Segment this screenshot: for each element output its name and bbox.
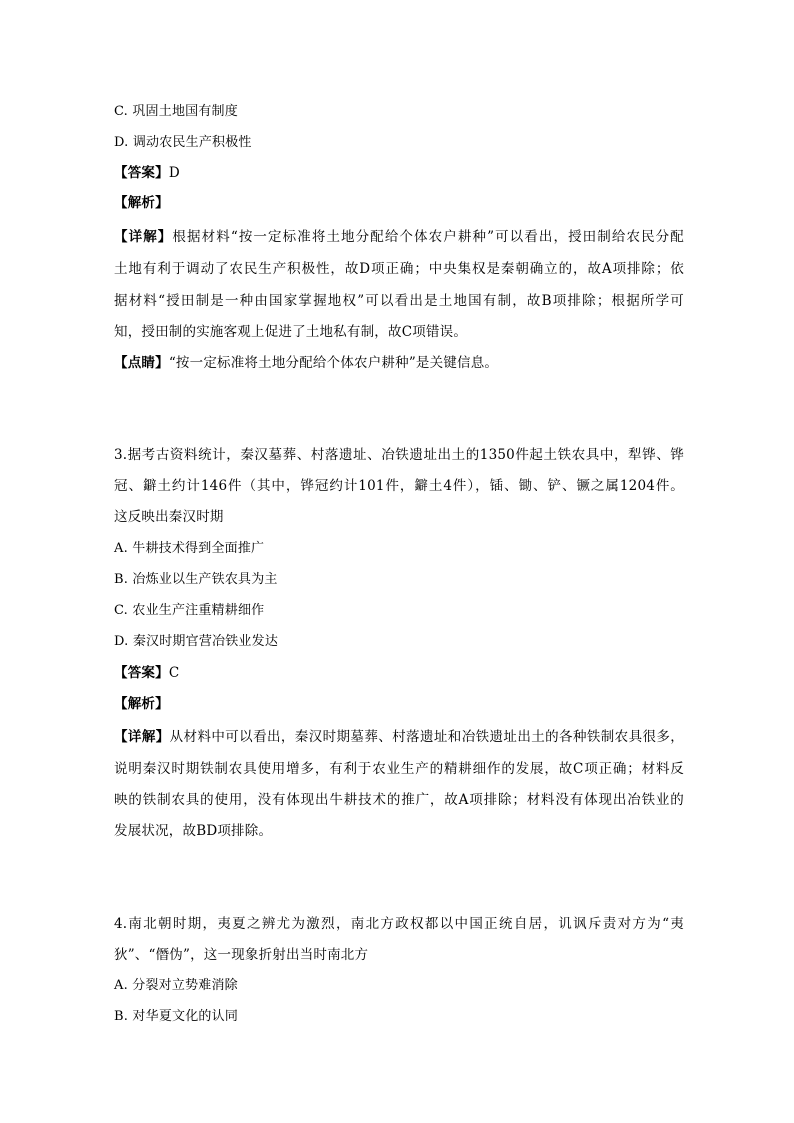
q2-option-c: C. 巩固土地国有制度	[114, 104, 238, 119]
answer-tag: 【答案】	[114, 665, 169, 681]
detail-tag: 【详解】	[114, 229, 173, 245]
q4-option-a: A. 分裂对立势难消除	[114, 978, 238, 993]
q2-note	[114, 354, 684, 372]
analysis-tag: 【解析】	[114, 195, 169, 211]
note-tag: 【点睛】	[114, 355, 169, 371]
answer-tag: 【答案】	[114, 165, 169, 181]
q3-answer	[114, 664, 684, 682]
q3-option-b: B. 冶炼业以生产铁农具为主	[114, 572, 278, 587]
q2-answer	[114, 164, 684, 182]
q3-detail-line-3: 映的铁制农具的使用，没有体现出牛耕技术的推广，故A项排除；材料没有体现出冶铁业的	[114, 792, 684, 808]
q2-detail-line-4: 知，授田制的实施客观上促进了土地私有制，故C项错误。	[114, 324, 468, 340]
q2-option-d: D. 调动农民生产积极性	[114, 135, 252, 150]
q2-detail-line-1	[114, 228, 684, 246]
q3-stem-line-1: 3.据考古资料统计，秦汉墓葬、村落遗址、冶铁遗址出土的1350件起土铁农具中，犁铧、铧	[114, 447, 684, 463]
q2-detail-line-3: 据材料“授田制是一种由国家掌握地权”可以看出是土地国有制，故B项排除；根据所学可	[114, 293, 684, 309]
q3-detail-line-1	[114, 728, 684, 746]
q4-stem-line-2: 狄”、“僭伪”，这一现象折射出当时南北方	[114, 947, 369, 963]
q3-option-c: C. 农业生产注重精耕细作	[114, 603, 265, 618]
analysis-tag: 【解析】	[114, 696, 169, 712]
q3-analysis-heading	[114, 695, 684, 713]
detail-tag: 【详解】	[114, 729, 170, 745]
q2-analysis-heading	[114, 194, 684, 212]
q4-stem-line-1: 4.南北朝时期，夷夏之辨尤为激烈，南北方政权都以中国正统自居，讥讽斥责对方为“夷	[114, 916, 684, 932]
answer-value: D	[168, 165, 180, 181]
answer-value: C	[168, 665, 180, 681]
q3-option-d: D. 秦汉时期官营冶铁业发达	[114, 634, 279, 649]
q3-stem-line-2: 冠、鐴土约计146件（其中，铧冠约计101件，鐴土4件），锸、锄、铲、镢之属1204件。	[114, 478, 684, 494]
note-text: “按一定标准将土地分配给个体农户耕种”是关键信息。	[168, 355, 499, 371]
q2-detail-line-2: 土地有利于调动了农民生产积极性，故D项正确；中央集权是秦朝确立的，故A项排除；依	[114, 261, 684, 277]
q3-option-a: A. 牛耕技术得到全面推广	[114, 541, 265, 556]
q4-option-b: B. 对华夏文化的认同	[114, 1009, 239, 1024]
q3-detail-line-2: 说明秦汉时期铁制农具使用增多，有利于农业生产的精耕细作的发展，故C项正确；材料反	[114, 761, 684, 777]
q3-detail-line-4: 发展状况，故BD项排除。	[114, 823, 273, 839]
q2-detail-text-1: 根据材料“按一定标准将土地分配给个体农户耕种”可以看出，授田制给农民分配	[172, 229, 684, 245]
q3-stem-line-3: 这反映出秦汉时期	[114, 509, 224, 525]
q3-detail-text-1: 从材料中可以看出，秦汉时期墓葬、村落遗址和冶铁遗址出土的各种铁制农具很多，	[169, 729, 684, 745]
